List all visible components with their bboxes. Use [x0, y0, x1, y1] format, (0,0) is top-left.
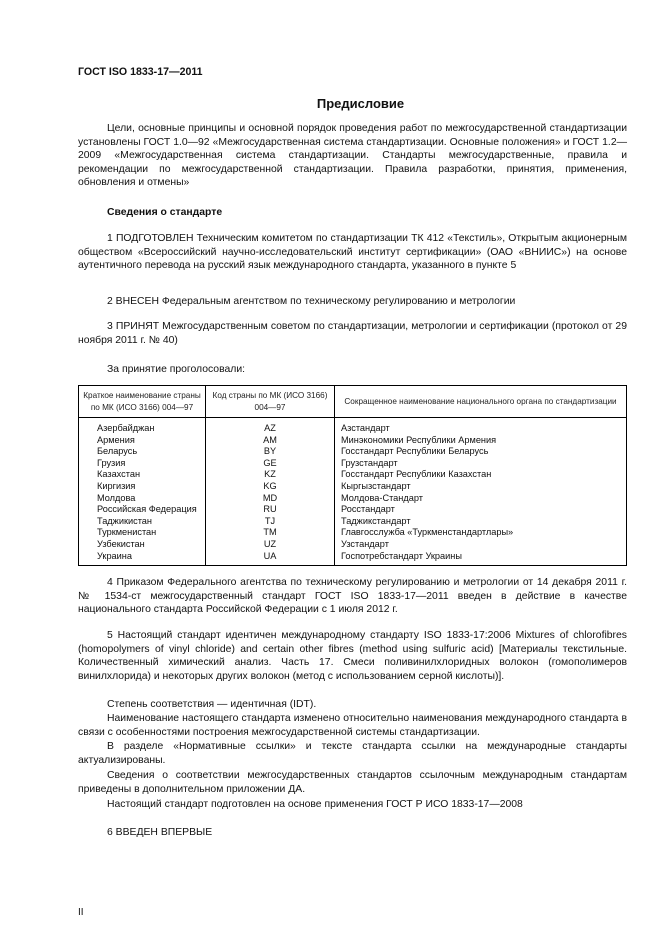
code-cell: BY: [206, 446, 335, 458]
header-body: Сокращенное наименование национального органа по стандартизации: [335, 386, 627, 418]
country-cell: Беларусь: [79, 446, 206, 458]
body-cell: Кыргызстандарт: [335, 481, 627, 493]
body-cell: Госпотребстандарт Украины: [335, 551, 627, 566]
item-2: 2 ВНЕСЕН Федеральным агентством по техническому регулированию и метрологии: [107, 296, 516, 307]
body-cell: Главгосслужба «Туркменстандартлары»: [335, 527, 627, 539]
table-row: [79, 446, 627, 458]
document-code-header: ГОСТ ISO 1833-17—2011: [78, 66, 203, 78]
item-5-references: В разделе «Нормативные ссылки» и тексте стандарта ссылки на международные стандарты актуализированы.: [78, 741, 627, 766]
body-cell: Госстандарт Республики Казахстан: [335, 469, 627, 481]
vote-label: За принятие проголосовали:: [107, 364, 246, 375]
header-code: Код страны по МК (ИСО 3166) 004—97: [206, 386, 335, 418]
code-cell: GE: [206, 458, 335, 470]
table-row: [79, 551, 627, 566]
table-row: [79, 493, 627, 505]
header-country: Краткое наименование страны по МК (ИСО 3166) 004—97: [79, 386, 206, 418]
table-row: [79, 516, 627, 528]
item-5-annex: Сведения о соответствии межгосударственных стандартов ссылочным международным стандартам приведены в дополнительном приложении ДА.: [78, 770, 627, 795]
body-cell: Минэкономики Республики Армения: [335, 435, 627, 447]
section-heading: Сведения о стандарте: [107, 207, 223, 218]
country-cell: Киргизия: [79, 481, 206, 493]
code-cell: MD: [206, 493, 335, 505]
country-cell: Молдова: [79, 493, 206, 505]
item-3: 3 ПРИНЯТ Межгосударственным советом по стандартизации, метрологии и сертификации (протокол от 29 ноября 2011 г. № 40): [78, 321, 627, 346]
table-header-row: [79, 386, 627, 418]
body-cell: Азстандарт: [335, 418, 627, 435]
intro-paragraph: Цели, основные принципы и основной порядок проведения работ по межгосударственной стандартизации установлены ГОСТ 1.0—92 «Межгосударственная система стандартизации. Основные положения» и ГОСТ 1.2—2009 «Межгосударственная система стандартизации. Стандарты межгосударственные, правила и рекомендации по межгосударственной стандартизации. Правила разработки, принятия, применения, обновления и отмены»: [78, 123, 627, 189]
item-5-conformity: Степень соответствия — идентичная (IDT).: [107, 699, 317, 710]
code-cell: KZ: [206, 469, 335, 481]
table-row: [79, 481, 627, 493]
country-cell: Таджикистан: [79, 516, 206, 528]
page-title: Предисловие: [316, 96, 405, 111]
country-cell: Украина: [79, 551, 206, 566]
page-number: II: [78, 907, 84, 918]
country-cell: Туркменистан: [79, 527, 206, 539]
country-cell: Узбекистан: [79, 539, 206, 551]
table-row: [79, 418, 627, 435]
body-cell: Молдова-Стандарт: [335, 493, 627, 505]
country-cell: Азербайджан: [79, 418, 206, 435]
item-4: 4 Приказом Федерального агентства по техническому регулированию и метрологии от 14 декабря 2011 г. № 1534-ст межгосударственный стандарт ГОСТ ISO 1833-17—2011 введен в действие в качестве национального стандарта Российской Федерации с 1 июля 2012 г.: [78, 577, 627, 616]
country-cell: Российская Федерация: [79, 504, 206, 516]
code-cell: RU: [206, 504, 335, 516]
body-cell: Госстандарт Республики Беларусь: [335, 446, 627, 458]
code-cell: UA: [206, 551, 335, 566]
table-row: [79, 504, 627, 516]
country-cell: Грузия: [79, 458, 206, 470]
body-cell: Таджикстандарт: [335, 516, 627, 528]
code-cell: UZ: [206, 539, 335, 551]
code-cell: TM: [206, 527, 335, 539]
item-1: 1 ПОДГОТОВЛЕН Техническим комитетом по стандартизации ТК 412 «Текстиль», Открытым акционерным обществом «Всероссийский научно-исследовательский институт сертификации» (ОАО «ВНИИС») на основе аутентичного перевода на русский язык международного стандарта, указанного в пункте 5: [78, 233, 627, 272]
table-row: [79, 527, 627, 539]
table-row: [79, 435, 627, 447]
item-5-basis: Настоящий стандарт подготовлен на основе применения ГОСТ Р ИСО 1833-17—2008: [107, 799, 523, 810]
country-cell: Армения: [79, 435, 206, 447]
table-row: [79, 469, 627, 481]
code-cell: AM: [206, 435, 335, 447]
table-row: [79, 458, 627, 470]
body-cell: Узстандарт: [335, 539, 627, 551]
code-cell: TJ: [206, 516, 335, 528]
voting-table: [78, 385, 627, 566]
body-cell: Грузстандарт: [335, 458, 627, 470]
item-6: 6 ВВЕДЕН ВПЕРВЫЕ: [107, 827, 213, 838]
body-cell: Росстандарт: [335, 504, 627, 516]
table-row: [79, 539, 627, 551]
item-5-name-change: Наименование настоящего стандарта изменено относительно наименования международного стандарта в связи с особенностями построения межгосударственной системы стандартизации.: [78, 713, 627, 738]
code-cell: KG: [206, 481, 335, 493]
code-cell: AZ: [206, 418, 335, 435]
item-5: 5 Настоящий стандарт идентичен международному стандарту ISO 1833-17:2006 Mixtures of chlorofibres (homopolymers of vinyl chloride) and certain other fibres (method using sulfuric acid) [Материалы текстильные. Количественный химический анализ. Часть 17. Смеси поливинилхлоридных волокон (гомополимеров винилхлорида) и некоторых других волокон (метод с использованием серной кислоты)].: [78, 630, 627, 682]
country-cell: Казахстан: [79, 469, 206, 481]
